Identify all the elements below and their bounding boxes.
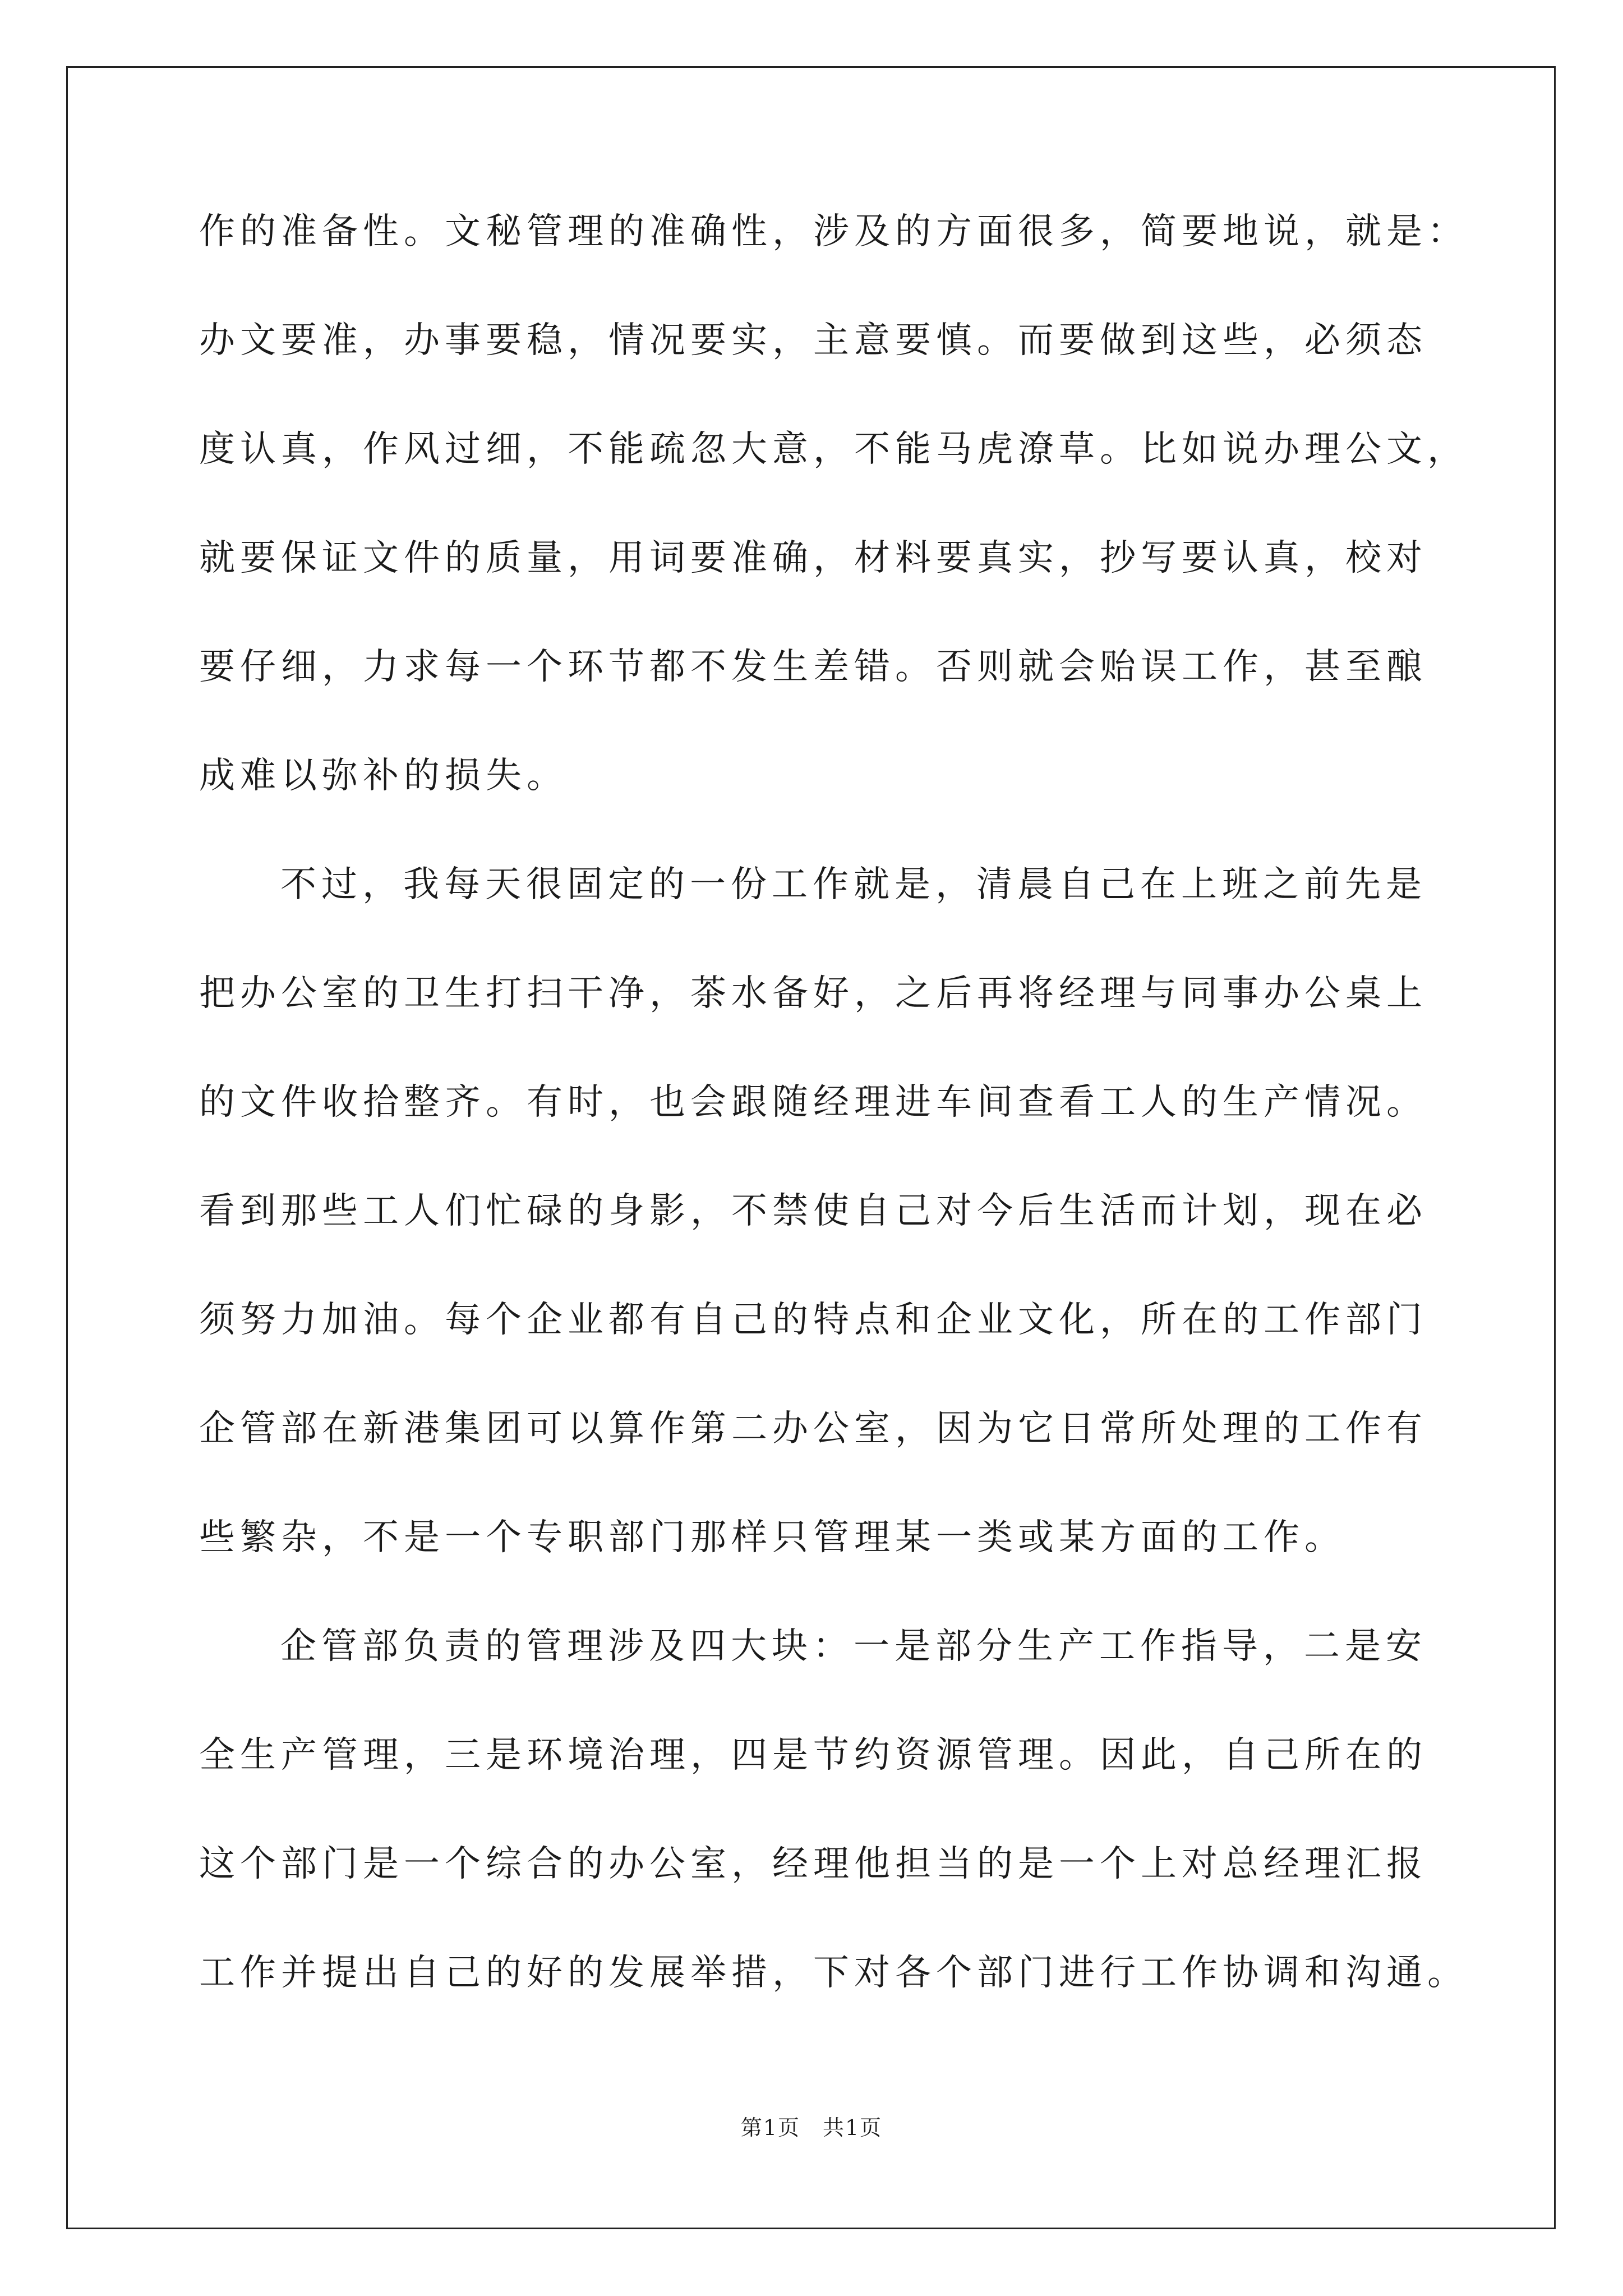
paragraph-first-line: 企管部负责的管理涉及四大块：一是部分生产工作指导，二是安 <box>280 1626 1427 1667</box>
text-line: 成难以弥补的损失。 <box>199 755 568 797</box>
text-line: 度认真，作风过细，不能疏忽大意，不能马虎潦草。比如说办理公文， <box>199 429 1468 470</box>
text-line: 要仔细，力求每一个环节都不发生差错。否则就会贻误工作，甚至酿 <box>199 646 1427 688</box>
text-line: 这个部门是一个综合的办公室，经理他担当的是一个上对总经理汇报 <box>199 1843 1427 1885</box>
text-line: 工作并提出自己的好的发展举措，下对各个部门进行工作协调和沟通。 <box>199 1952 1468 1994</box>
paragraph-first-line: 不过，我每天很固定的一份工作就是，清晨自己在上班之前先是 <box>280 864 1427 905</box>
page-number-footer: 第1页 共1页 <box>740 2115 883 2140</box>
text-line: 的文件收拾整齐。有时，也会跟随经理进车间查看工人的生产情况。 <box>199 1082 1427 1123</box>
text-line: 作的准备性。文秘管理的准确性，涉及的方面很多，简要地说，就是： <box>199 211 1468 252</box>
text-line: 就要保证文件的质量，用词要准确，材料要真实，抄写要认真，校对 <box>199 537 1427 579</box>
text-line: 须努力加油。每个企业都有自己的特点和企业文化，所在的工作部门 <box>199 1299 1427 1341</box>
document-body <box>199 205 1468 2055</box>
text-line: 些繁杂，不是一个专职部门那样只管理某一类或某方面的工作。 <box>199 1517 1345 1558</box>
text-line: 把办公室的卫生打扫干净，茶水备好，之后再将经理与同事办公桌上 <box>199 973 1427 1014</box>
text-line: 企管部在新港集团可以算作第二办公室，因为它日常所处理的工作有 <box>199 1408 1427 1450</box>
text-line: 看到那些工人们忙碌的身影，不禁使自己对今后生活而计划，现在必 <box>199 1190 1427 1232</box>
text-line: 全生产管理，三是环境治理，四是节约资源管理。因此，自己所在的 <box>199 1734 1427 1776</box>
text-line: 办文要准，办事要稳，情况要实，主意要慎。而要做到这些，必须态 <box>199 320 1427 361</box>
